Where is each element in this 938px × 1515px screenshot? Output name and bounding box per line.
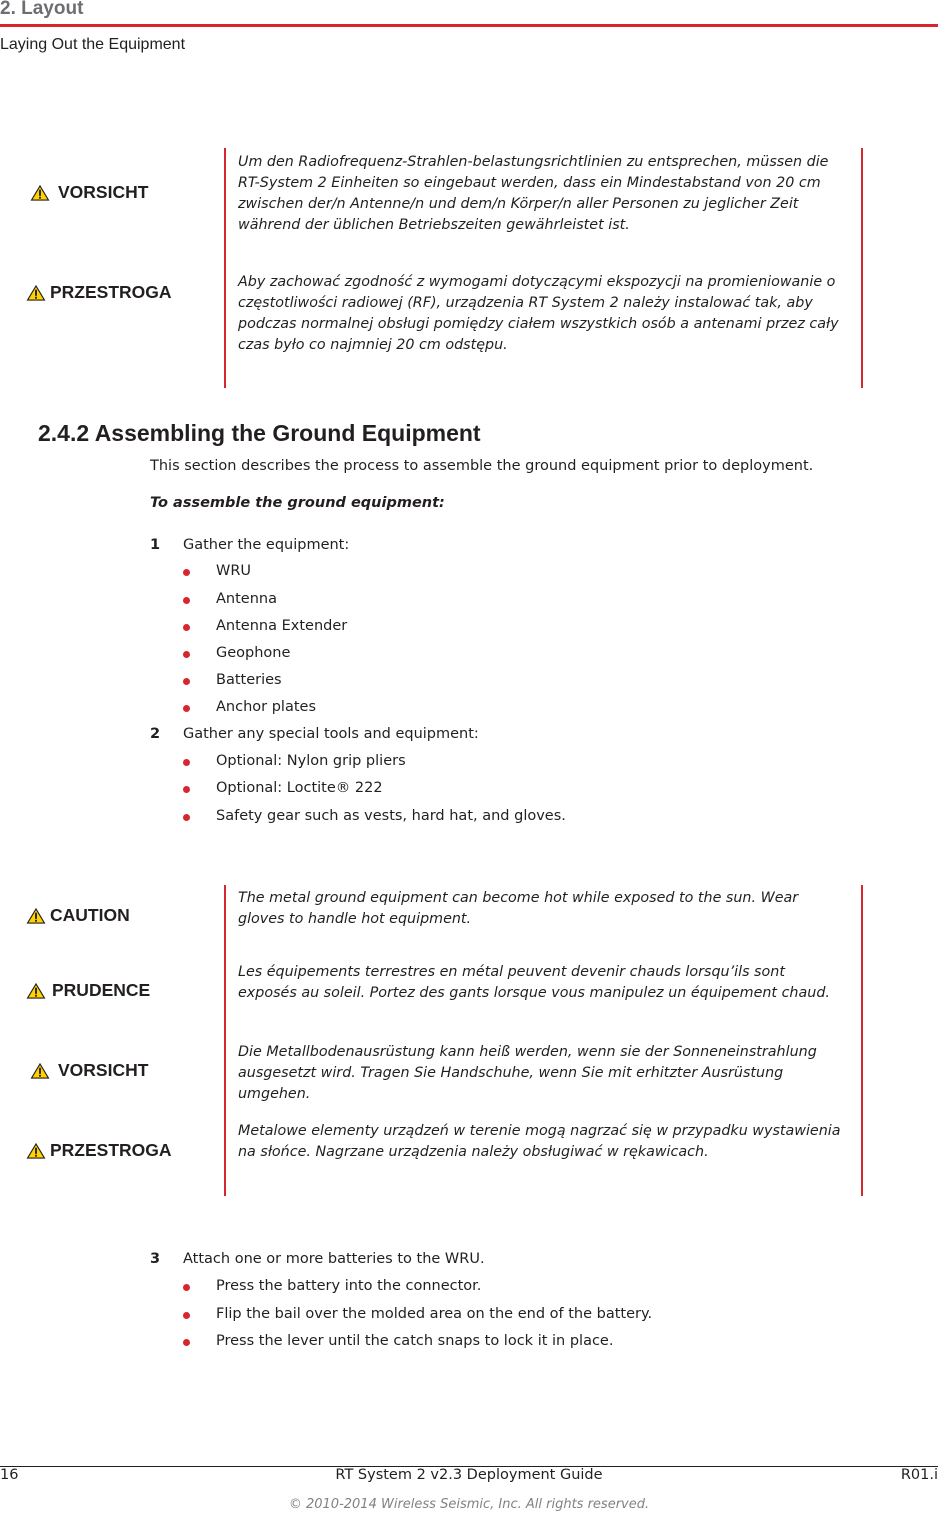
warning-triangle-icon — [26, 908, 46, 924]
warning-triangle-icon — [26, 1143, 46, 1159]
list-item: Optional: Nylon grip pliers — [216, 753, 406, 769]
rf-warning-box — [0, 148, 938, 388]
step-text: Gather any special tools and equipment: — [183, 726, 479, 742]
bullet-dot — [183, 597, 190, 604]
list-item: Press the lever until the catch snaps to lock it in place. — [216, 1333, 614, 1349]
step-text: Attach one or more batteries to the WRU. — [183, 1251, 485, 1267]
bullet-dot — [183, 1284, 190, 1291]
warning-label-prudence: PRUDENCE — [26, 980, 150, 1001]
step-number: 3 — [150, 1251, 161, 1267]
list-item: Antenna Extender — [216, 618, 348, 634]
warning-triangle-icon — [30, 185, 50, 201]
warning-box-right-rule — [861, 148, 863, 388]
bullet-dot — [183, 786, 190, 793]
list-item: WRU — [216, 563, 252, 579]
warning-text-vorsicht: Um den Radiofrequenz-Strahlen-belastungsrichtlinien zu entsprechen, müssen die RT-System 2 Einheiten so eingebaut werden, dass ein Mindestabstand von 20 cm zwischen der/n Antenne/n und dem/n Körper/n aller Personen zu jeglicher Zeit während der üblichen Betriebszeiten gewährleistet ist. — [238, 154, 829, 233]
document-title: RT System 2 v2.3 Deployment Guide — [335, 1467, 603, 1483]
section-subtitle: Laying Out the Equipment — [0, 36, 186, 53]
step-number: 2 — [150, 726, 161, 742]
copyright-notice: © 2010-2014 Wireless Seismic, Inc. All rights reserved. — [288, 1497, 650, 1512]
header-rule — [0, 24, 938, 27]
page-number: 16 — [0, 1467, 19, 1483]
bullet-dot — [183, 624, 190, 631]
warning-box-right-rule — [861, 885, 863, 1196]
bullet-dot — [183, 759, 190, 766]
warning-label-vorsicht: VORSICHT — [30, 182, 148, 203]
warning-label-caution: CAUTION — [26, 905, 130, 926]
section-heading: 2.4.2 Assembling the Ground Equipment — [38, 420, 481, 446]
list-item: Batteries — [216, 672, 282, 688]
revision-label: R01.i — [900, 1467, 938, 1483]
chapter-title: 2. Layout — [0, 0, 84, 19]
list-item: Anchor plates — [216, 699, 316, 715]
section-intro: This section describes the process to assemble the ground equipment prior to deployment. — [150, 458, 814, 474]
warning-label-przestroga: PRZESTROGA — [26, 1140, 172, 1161]
warning-label-przestroga: PRZESTROGA — [26, 282, 172, 303]
warning-box-left-rule — [224, 885, 226, 1196]
warning-triangle-icon — [26, 983, 46, 999]
bullet-dot — [183, 1312, 190, 1319]
warning-triangle-icon — [30, 1063, 50, 1079]
warning-text-przestroga: Aby zachować zgodność z wymogami dotyczącymi ekspozycji na promieniowanie o częstotliwości radiowej (RF), urządzenia RT System 2 należy instalować tak, aby podczas normalnej obsługi pomiędzy ciałem wszystkich osób a antenami przez cały czas było co najmniej 20 cm odstępu. — [238, 274, 839, 353]
hot-equipment-warning-box — [0, 885, 938, 1196]
warning-box-left-rule — [224, 148, 226, 388]
warning-text-prudence: Les équipements terrestres en métal peuvent devenir chauds lorsqu’ils sont exposés au soleil. Portez des gants lorsque vous manipulez un équipement chaud. — [238, 964, 830, 1001]
list-item: Safety gear such as vests, hard hat, and gloves. — [216, 808, 566, 824]
step-number: 1 — [150, 537, 161, 553]
step-text: Gather the equipment: — [183, 537, 350, 553]
bullet-dot — [183, 678, 190, 685]
bullet-dot — [183, 705, 190, 712]
procedure-title: To assemble the ground equipment: — [150, 495, 445, 511]
warning-text-caution: The metal ground equipment can become hot while exposed to the sun. Wear gloves to handle hot equipment. — [238, 890, 799, 927]
bullet-dot — [183, 814, 190, 821]
list-item: Flip the bail over the molded area on the end of the battery. — [216, 1306, 653, 1322]
list-item: Press the battery into the connector. — [216, 1278, 482, 1294]
bullet-dot — [183, 651, 190, 658]
warning-text-przestroga: Metalowe elementy urządzeń w terenie mogą nagrzać się w przypadku wystawienia na słońce. Nagrzane urządzenia należy obsługiwać w rękawicach. — [238, 1123, 841, 1160]
bullet-dot — [183, 1339, 190, 1346]
warning-text-vorsicht: Die Metallbodenausrüstung kann heiß werden, wenn sie der Sonneneinstrahlung ausgesetzt wird. Tragen Sie Handschuhe, wenn Sie mit erhitzter Ausrüstung umgehen. — [238, 1044, 817, 1102]
list-item: Geophone — [216, 645, 291, 661]
bullet-dot — [183, 569, 190, 576]
warning-label-vorsicht: VORSICHT — [30, 1060, 148, 1081]
warning-triangle-icon — [26, 285, 46, 301]
list-item: Antenna — [216, 591, 277, 607]
list-item: Optional: Loctite® 222 — [216, 780, 383, 796]
